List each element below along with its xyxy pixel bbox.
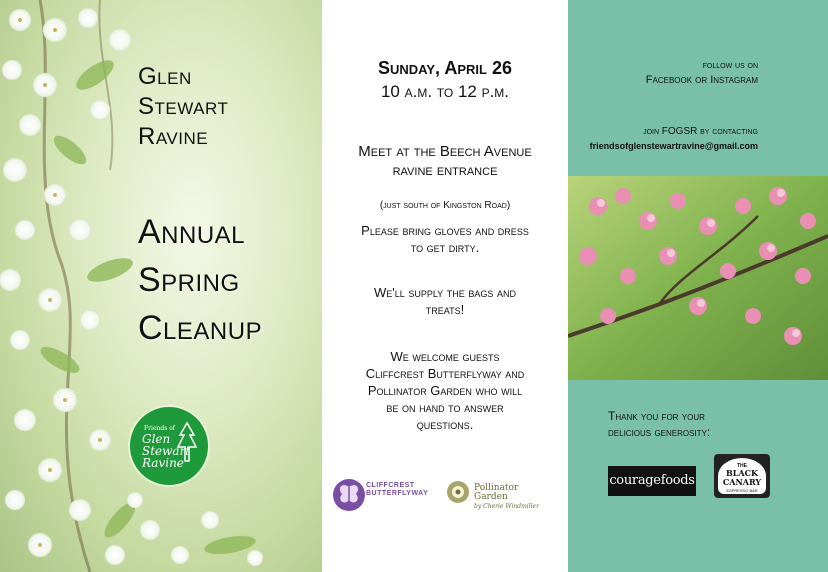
black-canary-logo (714, 454, 770, 498)
guests-text: We welcome guests Cliffcrest Butterflyway and Pollinator Garden who will be on hand to answer questions. (365, 349, 525, 432)
event-title-line: Spring (138, 261, 240, 299)
pollinator-text (474, 484, 550, 511)
join-line: join FOGSR by contacting (643, 126, 758, 137)
black-canary-name: BLACK CANARY (722, 468, 762, 487)
thank-you-text (608, 408, 710, 440)
social-platforms: Facebook or Instagram (645, 74, 758, 86)
black-canary-bottom: ESPRESSO BAR (726, 488, 758, 493)
park-name (138, 62, 228, 152)
cliffcrest-text-line: CLIFFCREST (366, 482, 415, 489)
cliffcrest-text-line: BUTTERFLYWAY (366, 490, 429, 497)
pollinator-text-line: Pollinator Garden (474, 483, 519, 502)
logo-script-line: Stewart (142, 444, 191, 458)
couragefoods-logo: couragefoods (608, 466, 696, 496)
pollinator-text-line: by Cherie Windmiller (474, 503, 539, 510)
location-note: (just south of Kingston Road) (379, 200, 511, 211)
cliffcrest-text (366, 482, 428, 498)
bring-gloves-text: Please bring gloves and dress to get dirty. (361, 223, 529, 255)
park-name-line: Glen (138, 63, 192, 90)
logo-script-line: Ravine (142, 456, 184, 470)
logo-script-line: Glen (142, 432, 171, 446)
pollinator-icon (446, 480, 470, 504)
follow-line: follow us on (702, 60, 758, 71)
event-time: 10 a.m. to 12 p.m. (380, 82, 510, 101)
black-canary-badge (718, 458, 766, 494)
meeting-location: Meet at the Beech Avenue ravine entrance (358, 143, 532, 179)
supplies-text: We'll supply the bags and treats! (373, 285, 517, 317)
thank-you-line: Thank you for your (608, 409, 705, 423)
event-title-line: Cleanup (138, 309, 263, 347)
social-info (646, 58, 758, 88)
dogwood-blossom-photo (568, 176, 828, 380)
tree-icon (176, 421, 198, 463)
right-panel (568, 0, 828, 572)
left-panel (0, 0, 322, 572)
event-date: Sunday, April 26 (377, 58, 512, 78)
park-name-line: Ravine (138, 123, 209, 150)
event-title (138, 208, 262, 352)
cliffcrest-butterflyway-logo (332, 478, 432, 514)
logo-small-text: Friends of (144, 425, 176, 432)
butterfly-icon (332, 478, 366, 512)
contact-email[interactable]: friendsofglenstewartravine@gmail.com (589, 141, 758, 151)
friends-logo (128, 405, 210, 487)
join-info (590, 124, 758, 154)
black-canary-top: THE (737, 463, 747, 469)
pollinator-garden-logo (446, 478, 550, 508)
thank-you-line: delicious generosity: (608, 425, 711, 439)
park-name-line: Stewart (138, 93, 229, 120)
event-title-line: Annual (138, 213, 246, 251)
